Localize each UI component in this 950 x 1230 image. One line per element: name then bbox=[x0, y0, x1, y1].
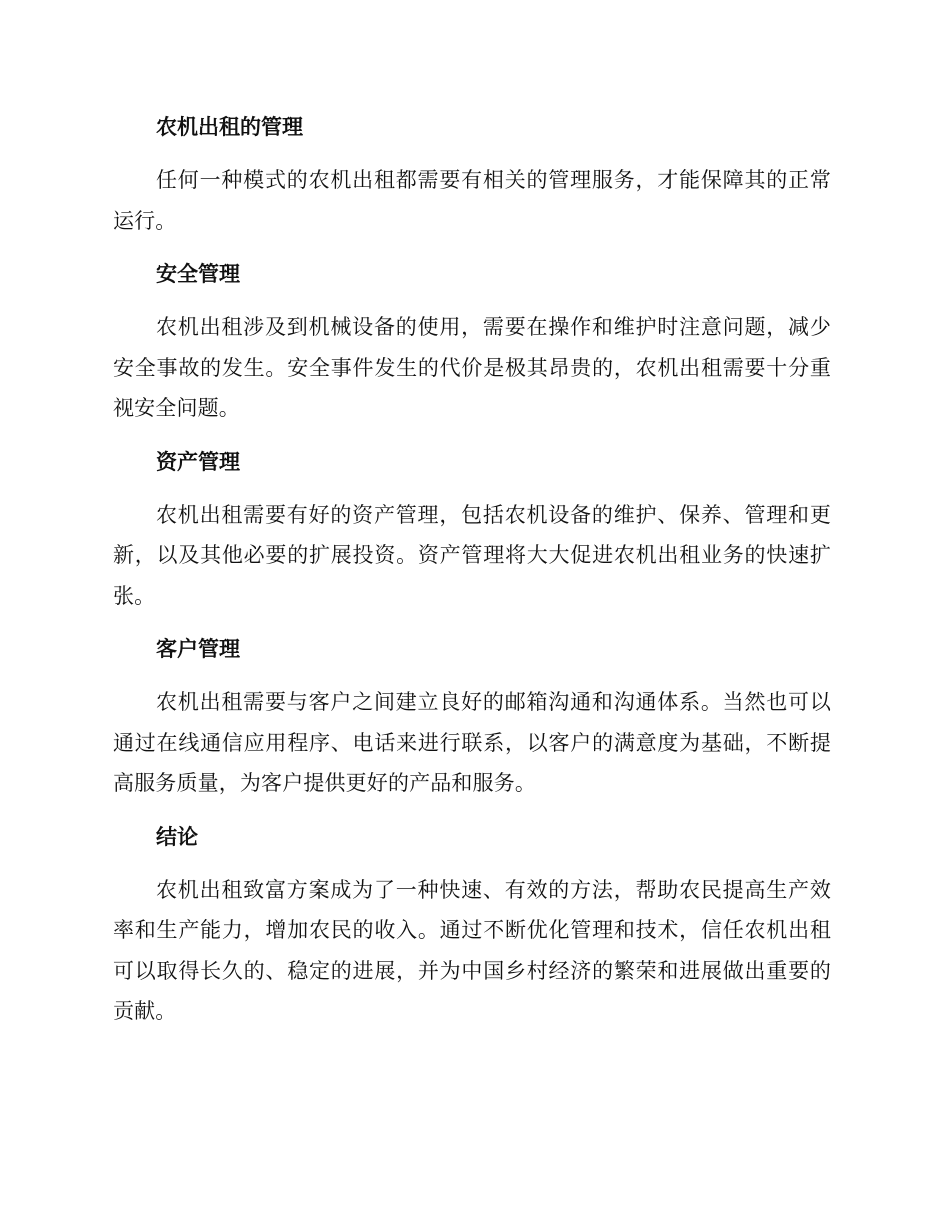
section-paragraph: 任何一种模式的农机出租都需要有相关的管理服务，才能保障其的正常运行。 bbox=[113, 168, 831, 233]
section-conclusion bbox=[113, 817, 831, 1032]
section-paragraph: 农机出租致富方案成为了一种快速、有效的方法，帮助农民提高生产效率和生产能力，增加农民的收入。通过不断优化管理和技术，信任农机出租可以取得长久的、稳定的进展，并为中国乡村经济的繁荣和进展做出重要的贡献。 bbox=[113, 877, 831, 1023]
section-heading: 安全管理 bbox=[156, 262, 240, 286]
document-body bbox=[113, 107, 831, 1045]
section-paragraph: 农机出租涉及到机械设备的使用，需要在操作和维护时注意问题，减少安全事故的发生。安全事件发生的代价是极其昂贵的，农机出租需要十分重视安全问题。 bbox=[113, 315, 831, 420]
section-assets bbox=[113, 442, 831, 617]
section-customers bbox=[113, 629, 831, 804]
section-heading: 客户管理 bbox=[156, 637, 240, 661]
section-heading: 结论 bbox=[156, 824, 198, 849]
section-heading: 农机出租的管理 bbox=[156, 115, 303, 139]
section-paragraph: 农机出租需要与客户之间建立良好的邮箱沟通和沟通体系。当然也可以通过在线通信应用程序、电话来进行联系，以客户的满意度为基础，不断提高服务质量，为客户提供更好的产品和服务。 bbox=[113, 690, 831, 795]
section-heading: 资产管理 bbox=[156, 449, 240, 474]
section-management bbox=[113, 107, 831, 241]
section-paragraph: 农机出租需要有好的资产管理，包括农机设备的维护、保养、管理和更新，以及其他必要的扩展投资。资产管理将大大促进农机出租业务的快速扩张。 bbox=[113, 502, 831, 608]
section-safety bbox=[113, 254, 831, 429]
